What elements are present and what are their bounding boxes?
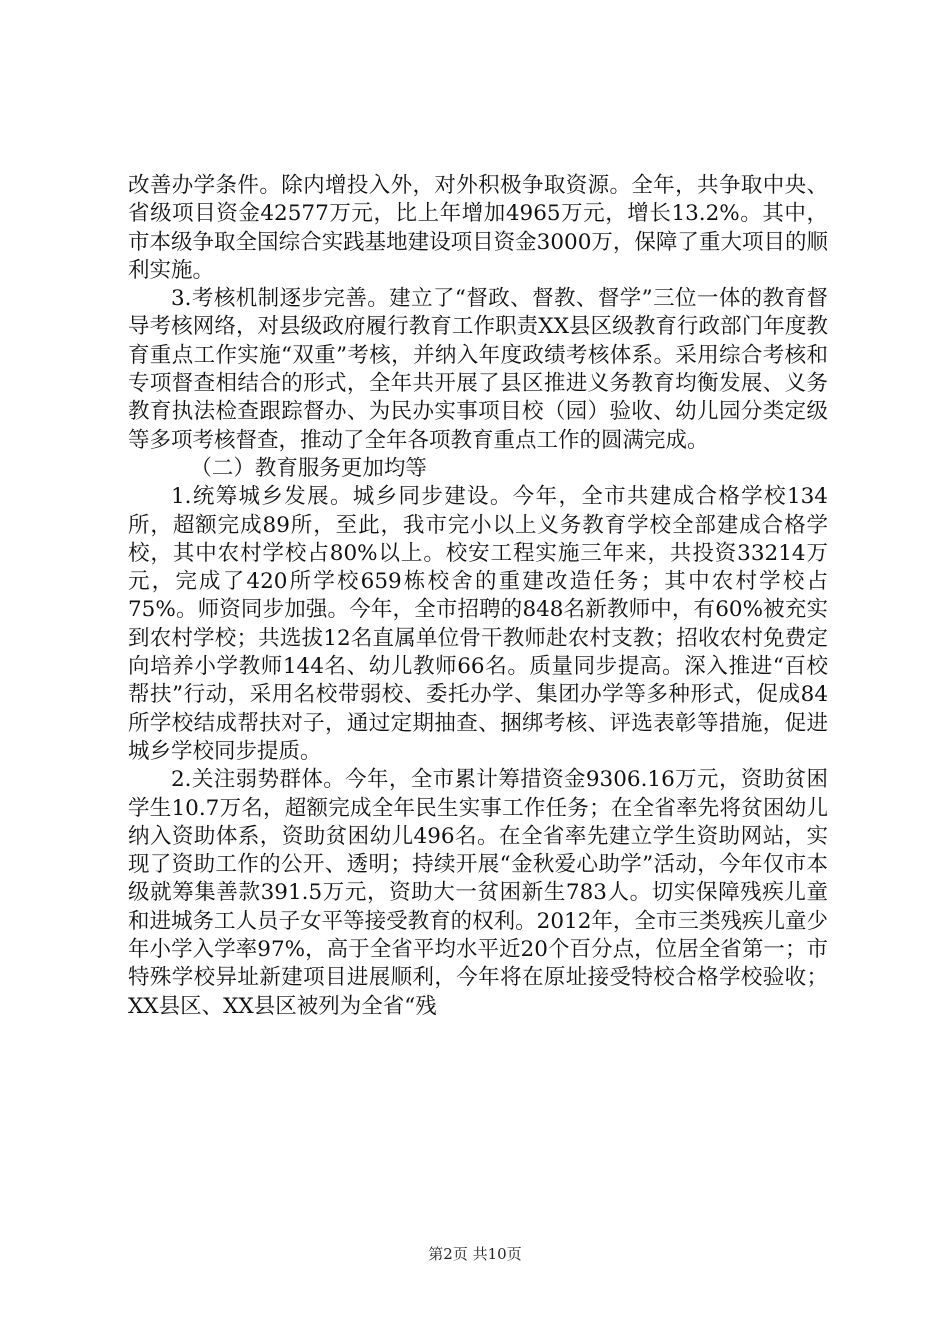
paragraph-vulnerable-groups: 2.关注弱势群体。今年，全市累计筹措资金9306.16万元，资助贫困学生10.7万名，超额完成全年民生实事工作任务；在全省率先将贫困幼儿纳入资助体系，资助贫困幼儿496名。在全省率先建立学生资助网站，实现了资助工作的公开、透明；持续开展“金秋爱心助学”活动，今年仅市本级就筹集善款391.5万元，资助大一贫困新生783人。切实保障残疾儿童和进城务工人员子女平等接受教育的权利。2012年，全市三类残疾儿童少年小学入学率97%，高于全省平均水平近20个百分点，位居全省第一；市特殊学校异址新建项目进展顺利，今年将在原址接受特校合格学校验收；XX县区、XX县区被列为全省“残	[128, 767, 828, 1019]
paragraph-assessment-mechanism: 3.考核机制逐步完善。建立了“督政、督教、督学”三位一体的教育督导考核网络，对县级政府履行教育工作职责XX县区级教育行政部门年度教育重点工作实施“双重”考核，并纳入年度政绩考核体系。采用综合考核和专项督查相结合的形式，全年共开展了县区推进义务教育均衡发展、义务教育执法检查跟踪督办、为民办实事项目校（园）验收、幼儿园分类定级等多项考核督查，推动了全年各项教育重点工作的圆满完成。	[128, 286, 828, 453]
document-body	[128, 172, 828, 1021]
paragraph-urban-rural-development: 1.统筹城乡发展。城乡同步建设。今年，全市共建成合格学校134所，超额完成89所，至此，我市完小以上义务教育学校全部建成合格学校，其中农村学校占80%以上。校安工程实施三年来，共投资33214万元，完成了420所学校659栋校舍的重建改造任务；其中农村学校占75%。师资同步加强。今年，全市招聘的848名新教师中，有60%被充实到农村学校；共选拔12名直属单位骨干教师赴农村支教；招收农村免费定向培养小学教师144名、幼儿教师66名。质量同步提高。深入推进“百校帮扶”行动，采用名校带弱校、委托办学、集团办学等多种形式，促成84所学校结成帮扶对子，通过定期抽查、捆绑考核、评选表彰等措施，促进城乡学校同步提质。	[128, 484, 828, 764]
paragraph-continuation: 改善办学条件。除内增投入外，对外积极争取资源。全年，共争取中央、省级项目资金42577万元，比上年增加4965万元，增长13.2%。其中，市本级争取全国综合实践基地建设项目资金3000万，保障了重大项目的顺利实施。	[128, 173, 828, 283]
section-heading: （二）教育服务更加均等	[190, 455, 427, 481]
page-number-footer: 第2页 共10页	[428, 1245, 522, 1263]
